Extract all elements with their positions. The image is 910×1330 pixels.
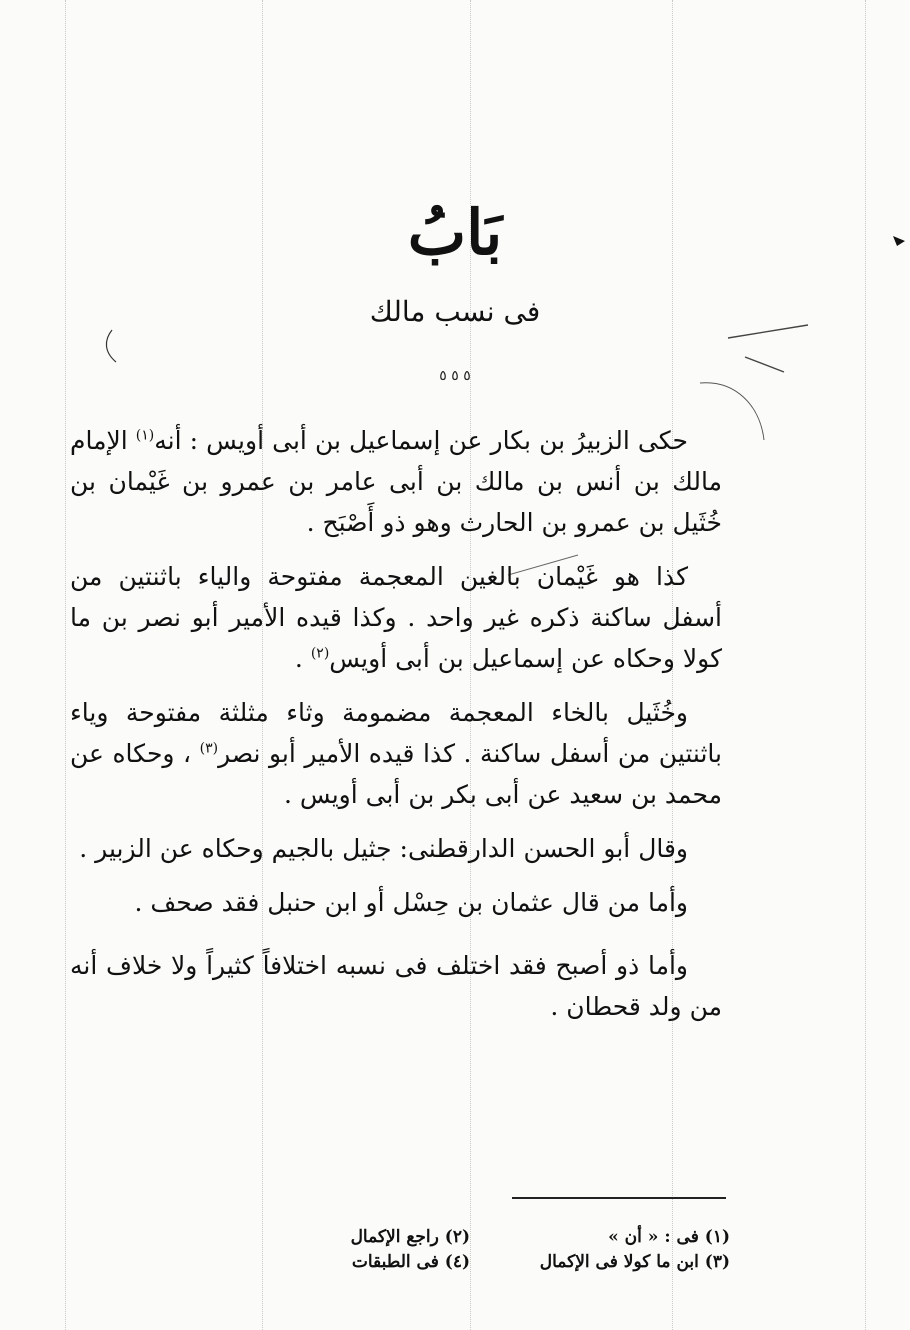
paragraph [70, 556, 722, 679]
footnote-ref: (١) [135, 427, 155, 444]
paragraph-text: . [294, 644, 311, 673]
chapter-subtitle: فى نسب مالك [369, 295, 541, 328]
paragraph [70, 420, 722, 543]
paragraph-text: كذا هو غَيْمان بالغين المعجمة مفتوحة والياء باثنتين من أسفل ساكنة ذكره غير واحد . وكذا قيده الأمير أبو نصر بن ما كولا وحكاه عن إسماعيل بن أبى أويس [70, 562, 722, 673]
main-text [70, 420, 722, 1040]
paragraph-text: الإمام مالك بن أنس بن مالك بن أبى عامر بن عمرو بن غَيْمان بن خُثَيل بن عمرو بن الحارث وهو ذو أَصْبَح . [70, 426, 722, 537]
paragraph: وأما من قال عثمان بن حِسْل أو ابن حنبل فقد صحف . [134, 888, 688, 917]
chapter-title: بَابُ [407, 196, 503, 269]
ornament-divider: ٥ ٥ ٥ [439, 368, 471, 384]
footnote: (١) فى : « أن » [608, 1227, 730, 1247]
footnote-separator [512, 1197, 726, 1199]
paragraph-text: وخُثَيل بالخاء المعجمة مضمومة وثاء مثلثة مفتوحة وياء باثنتين من أسفل ساكنة . كذا قيده الأمير أبو نصر [70, 698, 723, 768]
paragraph-text: ، وحكاه عن محمد بن سعيد عن أبى بكر بن أبى أويس . [70, 739, 722, 809]
footnote-ref: (٣) [199, 740, 219, 757]
footnote-ref: (٢) [310, 645, 330, 662]
paragraph: وقال أبو الحسن الدارقطنى: جثيل بالجيم وحكاه عن الزبير . [79, 834, 688, 863]
footnote: (٤) فى الطبقات [351, 1252, 470, 1272]
footnote: (٢) راجع الإكمال [350, 1227, 470, 1247]
paragraph: وأما ذو أصبح فقد اختلف فى نسبه اختلافاً كثيراً ولا خلاف أنه من ولد قحطان . [70, 951, 722, 1021]
footnote: (٣) ابن ما كولا فى الإكمال [539, 1252, 730, 1272]
paragraph-text: حكى الزبيرُ بن بكار عن إسماعيل بن أبى أويس : أنه [154, 426, 689, 455]
footnotes [230, 1225, 730, 1275]
paragraph [70, 692, 722, 815]
